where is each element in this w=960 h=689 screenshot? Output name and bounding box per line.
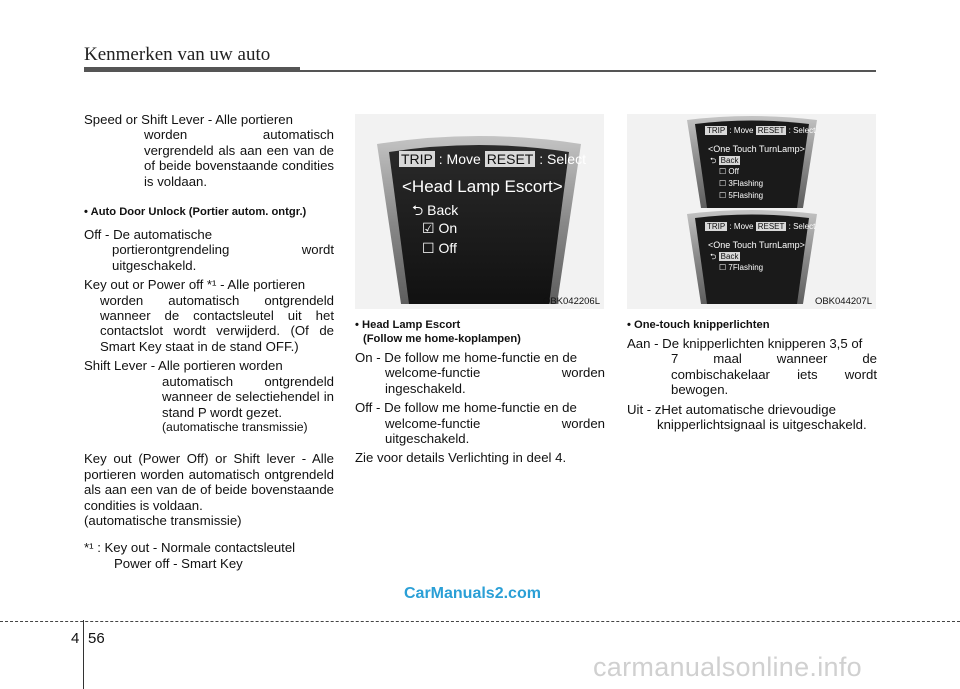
- head-lamp-heading: • Head Lamp Escort: [355, 319, 461, 331]
- on-label: On - De follow me home-functie en de: [355, 350, 578, 365]
- footer-dashed-rule: [0, 621, 960, 622]
- menu-title: <Head Lamp Escort>: [402, 177, 563, 196]
- shift-desc: automatisch ontgrendeld wanneer de selectiehendel in stand P wordt gezet.: [162, 373, 334, 420]
- figure-code: OBK042206L: [542, 296, 600, 307]
- shift-label: Shift Lever - Alle portieren worden: [84, 358, 283, 374]
- turnlamp-heading: • One-touch knipperlichten: [627, 319, 770, 331]
- unchecked-box-icon: ☐: [719, 191, 727, 200]
- footnote-poweroff: Power off - Smart Key: [114, 555, 243, 571]
- select-hint: : Select: [539, 151, 586, 167]
- aan-label: Aan - De knipperlichten knipperen 3,5 of: [627, 336, 863, 351]
- watermark-carmanualsonline: carmanualsonline.info: [593, 652, 862, 682]
- shift-note: (automatische transmissie): [162, 419, 308, 434]
- auto-unlock-heading: • Auto Door Unlock (Portier autom. ontgr.): [84, 206, 307, 219]
- header-rule-thin: [300, 70, 876, 72]
- column-right: [627, 318, 877, 432]
- head-lamp-escort-figure: [355, 114, 604, 309]
- unchecked-box-icon: ☐: [719, 167, 727, 176]
- cluster-display-illustration: [355, 114, 604, 309]
- combined-note: (automatische transmissie): [84, 512, 242, 528]
- off-label: Off - De automatische: [84, 227, 213, 243]
- back-arrow-icon: ⮌: [710, 252, 717, 261]
- menu-back-item-top: ⮌ Back: [710, 156, 739, 165]
- keyout-label: Key out or Power off *¹ - Alle portieren: [84, 277, 306, 293]
- menu-option-off: ☐ Off: [422, 240, 457, 256]
- keyout-desc: worden automatisch ontgrendeld wanneer de contactsleutel uit het contactslot wordt verwijderd. (Of de Smart Key staat in de stand OFF.): [100, 292, 334, 354]
- header-rule-thick: [84, 67, 300, 72]
- page-number: 56: [88, 630, 105, 647]
- watermark-carmanuals2: CarManuals2.com: [404, 585, 541, 602]
- reset-button-label: RESET: [486, 151, 534, 167]
- menu-title-bottom: <One Touch TurnLamp>: [708, 240, 805, 250]
- menu-back-item-bottom: ⮌ Back: [710, 252, 739, 261]
- speed-desc: worden automatisch vergrendeld als aan een van de of beide bovenstaande condities is voldaan.: [144, 127, 334, 189]
- one-touch-turnlamp-figure: TRIP : Move RESET : Select <One Touch TurnLamp> ⮌ Back ☐ Off ☐ 3Flashing ☐ 5Flashing TRIP : Move RESET : Select <One Touch TurnLamp> ⮌ Back ☐ 7Flashing OBK044207L: [627, 114, 876, 309]
- off-desc: portierontgrendeling wordt uitgeschakeld.: [112, 242, 334, 273]
- trip-button-label: TRIP: [401, 151, 433, 167]
- unchecked-box-icon: ☐: [422, 240, 435, 256]
- speed-label: Speed or Shift Lever - Alle portieren: [84, 112, 293, 127]
- back-arrow-icon: ⮌: [412, 202, 424, 218]
- see-reference: Zie voor details Verlichting in deel 4.: [355, 450, 567, 466]
- column-left: [84, 112, 334, 571]
- off-desc: welcome-functie worden uitgeschakeld.: [385, 415, 605, 447]
- unchecked-box-icon: ☐: [719, 263, 727, 272]
- footer-divider: [83, 620, 84, 689]
- aan-desc: 7 maal wanneer de combischakelaar iets wordt bewogen.: [671, 351, 877, 398]
- unchecked-box-icon: ☐: [719, 179, 727, 188]
- page-header-title: Kenmerken van uw auto: [84, 44, 271, 65]
- uit-label: Uit - zHet automatische drievoudige: [627, 401, 836, 417]
- menu-option-on: ☑ On: [422, 220, 458, 236]
- menu-back-item: ⮌ Back: [412, 202, 459, 218]
- off-label: Off - De follow me home-functie en de: [355, 400, 577, 416]
- on-desc: welcome-functie worden ingeschakeld.: [385, 365, 605, 396]
- footnote-keyout: *¹ : Key out - Normale contactsleutel: [84, 540, 296, 556]
- move-hint: : Move: [438, 151, 481, 167]
- head-lamp-subheading: (Follow me home-koplampen): [363, 333, 521, 345]
- combined-condition: Key out (Power Off) or Shift lever - Alle portieren worden automatisch ontgrendeld als aan een van de of beide bovenstaande condities is voldaan.: [84, 451, 334, 513]
- back-arrow-icon: ⮌: [710, 156, 717, 165]
- column-middle: [355, 318, 605, 466]
- menu-title-top: <One Touch TurnLamp>: [708, 144, 805, 154]
- figure-code: OBK044207L: [814, 296, 872, 307]
- checked-box-icon: ☑: [422, 220, 435, 236]
- section-number: 4: [71, 630, 80, 647]
- uit-desc: knipperlichtsignaal is uitgeschakeld.: [657, 417, 867, 433]
